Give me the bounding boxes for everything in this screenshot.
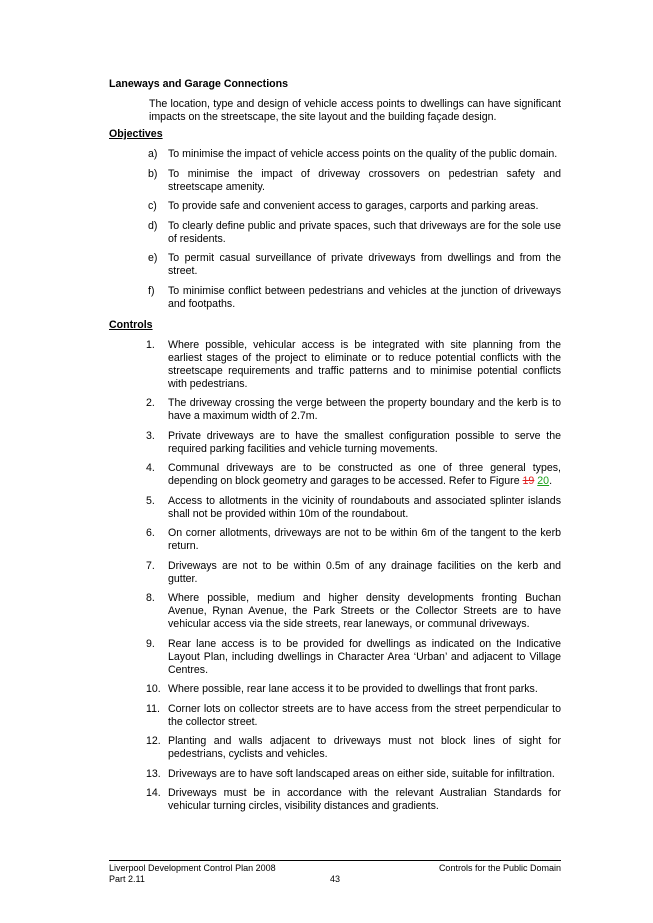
objective-item xyxy=(109,252,561,278)
control-item xyxy=(109,787,561,813)
objective-text: To provide safe and convenient access to garages, carports and parking areas. xyxy=(168,200,539,212)
objective-text: To minimise the impact of vehicle access points on the quality of the public domain. xyxy=(168,148,558,160)
control-text: Rear lane access is to be provided for dwellings as indicated on the Indicative Layout Plan, including dwellings in Character Area ‘Urban’ and adjacent to Village Centres. xyxy=(168,637,561,676)
control-item xyxy=(109,339,561,391)
control-marker: 14. xyxy=(146,787,161,799)
objective-marker: d) xyxy=(148,219,158,232)
control-marker: 4. xyxy=(146,462,155,474)
control-marker: 11. xyxy=(146,702,160,715)
control-item xyxy=(109,495,561,521)
control-text: Planting and walls adjacent to driveways must not block lines of sight for pedestrians, cyclists and vehicles. xyxy=(168,735,561,760)
control-text: Driveways are to have soft landscaped areas on either side, suitable for infiltration. xyxy=(168,767,555,780)
footer-document-title xyxy=(109,863,276,885)
objective-item xyxy=(109,148,561,161)
control-marker: 12. xyxy=(146,735,161,747)
control-text: Where possible, rear lane access it to be provided to dwellings that front parks. xyxy=(168,683,538,695)
control-item xyxy=(109,560,561,586)
objective-text: To permit casual surveillance of private driveways from dwellings and from the street. xyxy=(168,252,561,277)
control-item xyxy=(109,397,561,423)
footer-part: Part 2.11 xyxy=(109,874,145,884)
control-text: Private driveways are to have the smallest configuration possible to serve the required parking facilities and vehicle turning movements. xyxy=(168,429,561,455)
control-item xyxy=(109,768,561,781)
control-text-tail: . xyxy=(549,475,553,487)
objective-text: To minimise the impact of driveway crossovers on pedestrian safety and streetscape amenity. xyxy=(168,167,561,193)
control-marker: 7. xyxy=(146,559,155,572)
control-item xyxy=(109,592,561,631)
section-title: Laneways and Garage Connections xyxy=(109,78,288,90)
page-number: 43 xyxy=(330,874,341,884)
inserted-figure-number: 20 xyxy=(537,475,550,487)
control-marker: 5. xyxy=(146,494,155,507)
control-marker: 1. xyxy=(146,338,155,351)
objective-item xyxy=(109,220,561,246)
objective-text: To clearly define public and private spaces, such that driveways are for the sole use of residents. xyxy=(168,219,561,245)
control-marker: 9. xyxy=(146,637,155,650)
control-text: Where possible, medium and higher density developments fronting Buchan Avenue, Rynan Avenue, the Park Streets or the Collector Streets are to have vehicular access via the side streets, rear laneways, or communal driveways. xyxy=(168,592,561,630)
footer-plan-name: Liverpool Development Control Plan 2008 xyxy=(109,863,276,873)
objective-marker: b) xyxy=(148,167,158,180)
control-item xyxy=(109,462,561,488)
objective-item xyxy=(109,200,561,213)
control-item xyxy=(109,430,561,456)
control-marker: 2. xyxy=(146,397,155,409)
control-marker: 13. xyxy=(146,767,161,780)
deleted-figure-number: 19 xyxy=(522,475,535,487)
control-item xyxy=(109,683,561,696)
objective-item xyxy=(109,168,561,194)
intro-paragraph: The location, type and design of vehicle access points to dwellings can have significant impacts on the streetscape, the site layout and the building façade design. xyxy=(149,98,561,123)
control-marker: 10. xyxy=(146,683,161,695)
control-text: Corner lots on collector streets are to have access from the street perpendicular to the collector street. xyxy=(168,702,561,728)
control-marker: 8. xyxy=(146,592,155,604)
control-text: The driveway crossing the verge between the property boundary and the kerb is to have a maximum width of 2.7m. xyxy=(168,397,561,422)
objective-text: To minimise conflict between pedestrians and vehicles at the junction of driveways and footpaths. xyxy=(168,284,561,310)
control-item xyxy=(109,735,561,761)
footer-divider xyxy=(109,860,561,861)
control-text: Access to allotments in the vicinity of roundabouts and associated splinter islands shall not be provided within 10m of the roundabout. xyxy=(168,494,561,520)
control-item xyxy=(109,638,561,677)
objective-marker: a) xyxy=(148,148,158,160)
objective-marker: f) xyxy=(148,284,155,297)
control-text: Driveways are not to be within 0.5m of any drainage facilities on the kerb and gutter. xyxy=(168,559,561,585)
controls-list xyxy=(109,339,561,814)
control-item xyxy=(109,703,561,729)
control-marker: 6. xyxy=(146,527,155,539)
control-text: Communal driveways are to be constructed as one of three general types, depending on block geometry and garages to be accessed. Refer to Figure xyxy=(168,462,561,487)
control-text: On corner allotments, driveways are not to be within 6m of the tangent to the kerb return. xyxy=(168,527,561,552)
control-text: Where possible, vehicular access is be integrated with site planning from the earliest stages of the project to eliminate or to reduce potential conflicts with the streetscape requirements and traffic patterns and to minimise potential conflicts with pedestrians. xyxy=(168,338,561,390)
objective-marker: c) xyxy=(148,200,157,212)
objectives-list xyxy=(109,148,561,311)
control-text: Driveways must be in accordance with the relevant Australian Standards for vehicular turning circles, visibility distances and gradients. xyxy=(168,787,561,812)
objective-marker: e) xyxy=(148,252,158,264)
control-marker: 3. xyxy=(146,429,155,442)
objective-item xyxy=(109,285,561,311)
control-item xyxy=(109,527,561,553)
footer-chapter: Controls for the Public Domain xyxy=(438,863,561,873)
objectives-heading: Objectives xyxy=(109,128,163,140)
document-body xyxy=(109,78,561,821)
controls-heading: Controls xyxy=(109,318,153,331)
